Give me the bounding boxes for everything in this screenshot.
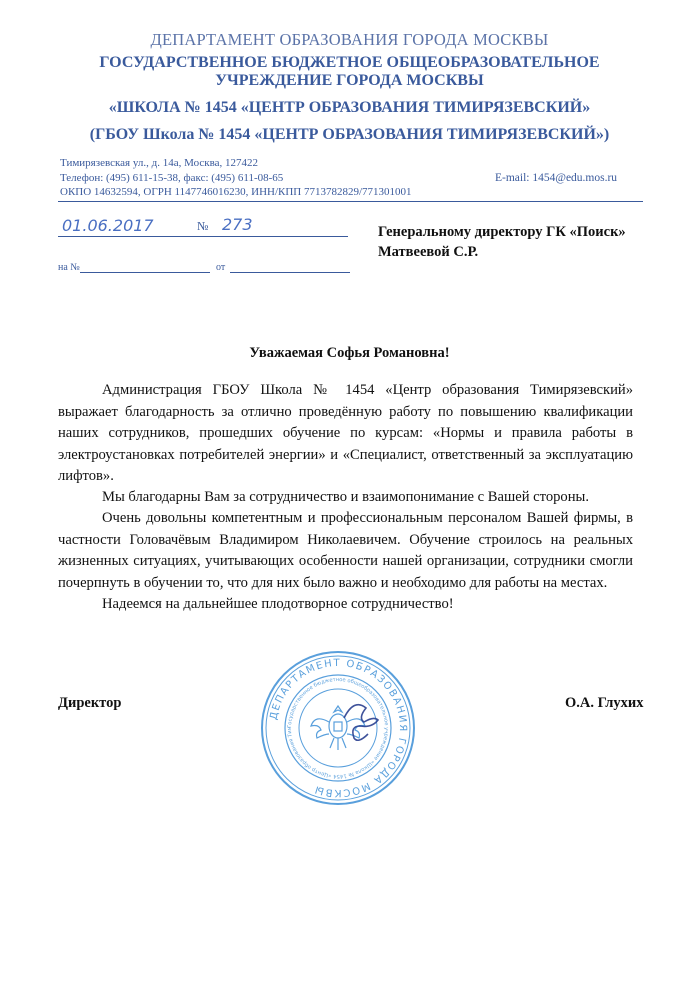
email: E-mail: 1454@edu.mos.ru: [495, 172, 618, 184]
from-underline: [230, 272, 350, 273]
svg-text:Государственное бюджетное обще: Государственное бюджетное общеобразовательное учреждение «Школа № 1454 «Центр образования Тим: [286, 676, 390, 780]
salutation: Уважаемая Софья Романовна!: [249, 345, 450, 361]
official-seal: [258, 648, 418, 808]
paragraph-3: [58, 508, 633, 594]
paragraph-3-text: Очень довольны компетентным и профессиональным персоналом Вашей фирмы, в частности Головачёвым Владимиром Николаевичем. Обучение строилось на реальных жизненных ситуациях, учитывающих особенности нашей организации, сотрудники смогли почерпнуть в обучении то, что для них было важно и необходимо для работы на местах.: [58, 510, 633, 591]
paragraph-1-text: Администрация ГБОУ Школа № 1454 «Центр образования Тимирязевский» выражает благодарность за отлично проведённую работу по повышению квалификации наших сотрудников, прошедших обучение по курсам: «Нормы и правила работы в электроустановках потребителей энергии» и «Специалист, ответственный за эксплуатацию лифтов».: [58, 382, 633, 484]
reference-label: на №: [58, 262, 80, 273]
registration-codes: ОКПО 14632594, ОГРН 1147746016230, ИНН/КПП 7713782829/771301001: [60, 186, 412, 198]
svg-text:ДЕПАРТАМЕНТ ОБРАЗОВАНИЯ ГОРОДА: ДЕПАРТАМЕНТ ОБРАЗОВАНИЯ ГОРОДА МОСКВЫ: [268, 657, 409, 799]
number-label: №: [197, 219, 209, 233]
phone-fax: Телефон: (495) 611-15-38, факс: (495) 611-08-65: [60, 172, 284, 184]
addressee-line2: Матвеевой С.Р.: [378, 244, 479, 260]
paragraph-1: [58, 380, 633, 488]
address: Тимирязевская ул., д. 14а, Москва, 127422: [60, 157, 259, 169]
organization-title-line1: ГОСУДАРСТВЕННОЕ БЮДЖЕТНОЕ ОБЩЕОБРАЗОВАТЕЛЬНОЕ: [99, 54, 600, 71]
letter-number: 273: [222, 215, 253, 234]
paragraph-2: [58, 487, 633, 509]
date-number-underline: [58, 236, 348, 237]
paragraph-4: [58, 594, 633, 616]
school-name: «ШКОЛА № 1454 «ЦЕНТР ОБРАЗОВАНИЯ ТИМИРЯЗЕВСКИЙ»: [108, 99, 591, 116]
eagle-emblem-icon: [311, 706, 365, 750]
header-divider: [58, 201, 643, 202]
addressee-line1: Генеральному директору ГК «Поиск»: [378, 224, 626, 240]
organization-title-line2: УЧРЕЖДЕНИЕ ГОРОДА МОСКВЫ: [215, 72, 484, 89]
reference-underline: [80, 272, 210, 273]
school-short-name: (ГБОУ Школа № 1454 «ЦЕНТР ОБРАЗОВАНИЯ ТИМИРЯЗЕВСКИЙ»): [89, 126, 610, 143]
signatory-position: Директор: [58, 695, 122, 711]
paragraph-2-text: Мы благодарны Вам за сотрудничество и взаимопонимание с Вашей стороны.: [102, 489, 589, 505]
letter-date: 01.06.2017: [62, 216, 154, 235]
signatory-name: О.А. Глухих: [565, 695, 644, 711]
from-label: от: [216, 262, 226, 273]
department-title: ДЕПАРТАМЕНТ ОБРАЗОВАНИЯ ГОРОДА МОСКВЫ: [150, 30, 549, 49]
paragraph-4-text: Надеемся на дальнейшее плодотворное сотрудничество!: [102, 596, 454, 612]
